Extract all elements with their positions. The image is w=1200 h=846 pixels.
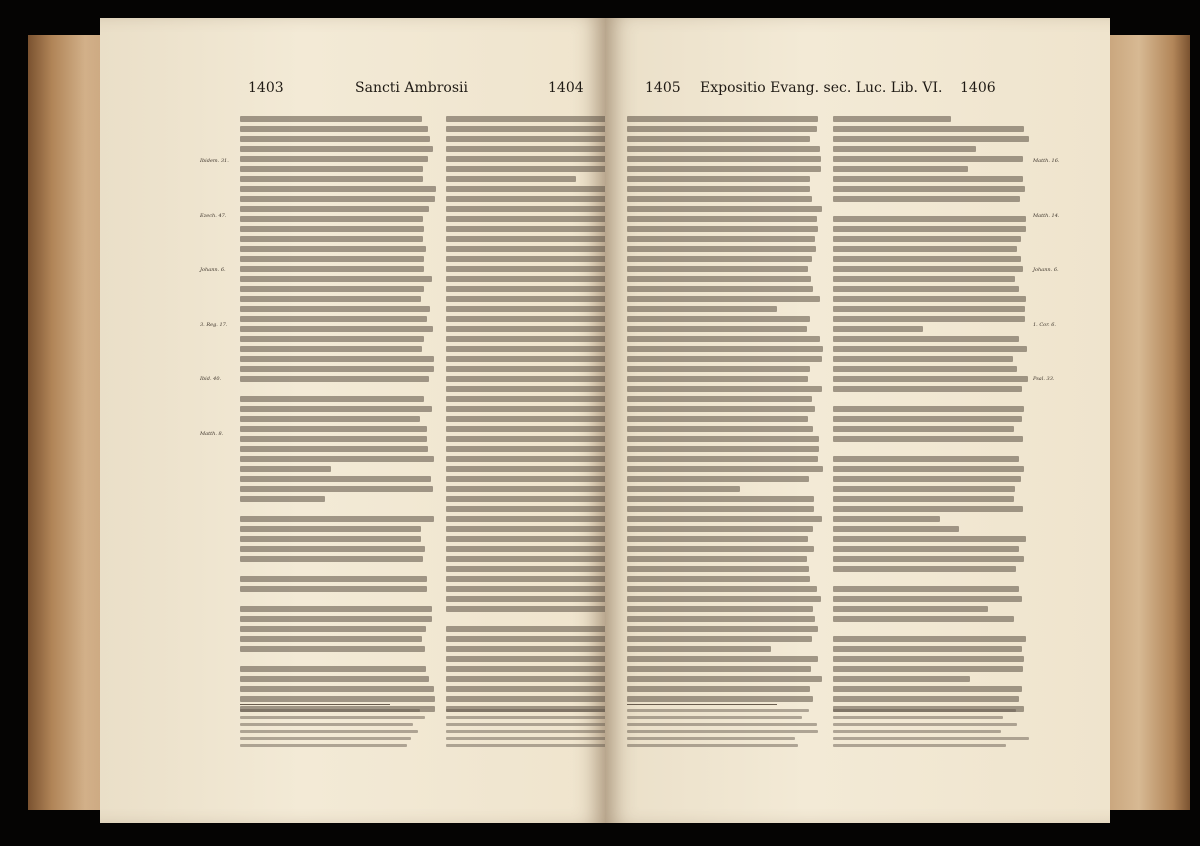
text-line: [627, 676, 822, 682]
text-line: [627, 166, 821, 172]
text-line: [627, 246, 816, 252]
footnote-line: [627, 737, 795, 740]
margin-note: Ibidem. 31.: [200, 158, 229, 164]
text-line: [446, 586, 605, 592]
text-line: [446, 526, 605, 532]
text-line: [627, 526, 813, 532]
text-line: [446, 606, 605, 612]
text-line: [627, 616, 815, 622]
text-line: [446, 146, 605, 152]
footnote-line: [627, 723, 817, 726]
margin-note: Matth. 16.: [1033, 158, 1060, 164]
text-line: [446, 466, 605, 472]
margin-note: Johann. 6.: [200, 267, 226, 273]
text-line: [446, 636, 605, 642]
text-line: [833, 586, 1019, 592]
text-line: [240, 466, 331, 472]
text-line: [446, 406, 605, 412]
text-line: [240, 156, 428, 162]
text-line: [240, 316, 427, 322]
text-line: [627, 216, 817, 222]
text-line: [627, 146, 820, 152]
text-line: [446, 336, 605, 342]
text-line: [627, 436, 819, 442]
text-line: [627, 226, 818, 232]
page-number: 1405: [645, 80, 681, 96]
text-line: [446, 366, 605, 372]
text-line: [627, 456, 818, 462]
text-line: [240, 416, 420, 422]
text-line: [446, 446, 605, 452]
text-line: [240, 346, 422, 352]
text-line: [627, 416, 808, 422]
text-line: [240, 216, 423, 222]
text-line: [446, 386, 605, 392]
text-line: [627, 306, 777, 312]
text-line: [627, 636, 812, 642]
footnotes: [605, 709, 1110, 745]
text-line: [833, 286, 1019, 292]
text-line: [446, 156, 605, 162]
text-line: [627, 566, 809, 572]
text-line: [446, 576, 605, 582]
text-line: [446, 116, 605, 122]
text-line: [833, 246, 1017, 252]
margin-note: 1. Cor. 6.: [1033, 321, 1056, 328]
footnote-line: [240, 709, 420, 712]
footnote-column: [446, 709, 605, 747]
text-line: [627, 126, 817, 132]
text-line: [833, 516, 940, 522]
text-line: [833, 406, 1024, 412]
left-page: [100, 18, 605, 823]
text-line: [446, 306, 605, 312]
text-line: [833, 336, 1019, 342]
footnote-line: [833, 737, 1029, 740]
text-line: [627, 626, 818, 632]
text-line: [240, 576, 427, 582]
footnote-line: [446, 709, 605, 712]
text-line: [833, 186, 1025, 192]
text-line: [240, 236, 423, 242]
text-line: [833, 536, 1026, 542]
text-line: [240, 206, 429, 212]
text-line: [627, 376, 808, 382]
footnote-line: [240, 716, 425, 719]
text-line: [833, 556, 1024, 562]
text-line: [627, 466, 823, 472]
text-line: [446, 276, 605, 282]
text-line: [833, 456, 1019, 462]
text-line: [833, 306, 1025, 312]
text-line: [446, 556, 605, 562]
text-line: [833, 296, 1026, 302]
text-line: [627, 586, 817, 592]
text-line: [240, 296, 421, 302]
text-line: [446, 496, 605, 502]
text-line: [833, 416, 1022, 422]
text-line: [627, 666, 811, 672]
text-line: [240, 476, 431, 482]
text-line: [627, 136, 810, 142]
text-line: [627, 156, 821, 162]
text-line: [446, 286, 605, 292]
footnote-line: [833, 730, 1001, 733]
margin-notes-left: [200, 158, 236, 485]
footnote-column: [627, 709, 823, 747]
footnote-line: [446, 744, 605, 747]
text-line: [446, 136, 605, 142]
text-line: [627, 546, 814, 552]
text-line: [240, 266, 424, 272]
text-line: [446, 236, 605, 242]
text-line: [446, 376, 605, 382]
text-line: [833, 176, 1023, 182]
footnote-line: [627, 716, 802, 719]
text-line: [240, 516, 434, 522]
text-line: [833, 356, 1013, 362]
text-line: [240, 456, 434, 462]
text-column-left: [627, 116, 823, 712]
footnote-line: [446, 723, 605, 726]
text-column-right: [833, 116, 1029, 712]
text-line: [627, 486, 740, 492]
text-line: [627, 446, 819, 452]
text-line: [833, 606, 988, 612]
text-line: [627, 536, 808, 542]
text-line: [240, 166, 423, 172]
page-number: 1403: [248, 80, 284, 96]
text-line: [627, 496, 814, 502]
text-line: [833, 696, 1019, 702]
text-line: [833, 666, 1023, 672]
text-line: [627, 476, 809, 482]
left-page-header: [100, 80, 605, 104]
right-page-block-edge: [1105, 35, 1190, 810]
text-line: [240, 326, 433, 332]
text-line: [627, 406, 815, 412]
text-line: [833, 236, 1021, 242]
text-line: [240, 676, 429, 682]
text-line: [627, 596, 821, 602]
text-line: [446, 696, 605, 702]
text-line: [446, 436, 605, 442]
text-line: [833, 126, 1024, 132]
page-number: 1406: [960, 80, 996, 96]
text-line: [446, 416, 605, 422]
text-line: [446, 456, 605, 462]
footnotes: [100, 709, 605, 745]
text-line: [446, 536, 605, 542]
text-line: [833, 686, 1022, 692]
running-head: Sancti Ambrosii: [355, 80, 468, 96]
text-line: [240, 126, 428, 132]
text-line: [627, 196, 812, 202]
text-line: [240, 606, 432, 612]
text-line: [627, 516, 822, 522]
text-line: [240, 136, 430, 142]
text-line: [627, 316, 810, 322]
text-line: [446, 186, 605, 192]
text-line: [240, 366, 434, 372]
text-line: [627, 336, 820, 342]
text-line: [833, 526, 959, 532]
text-line: [833, 346, 1027, 352]
page-number: 1404: [548, 80, 584, 96]
text-line: [833, 476, 1021, 482]
text-line: [240, 616, 432, 622]
text-line: [833, 486, 1015, 492]
text-line: [240, 686, 434, 692]
text-line: [833, 436, 1023, 442]
text-line: [627, 356, 822, 362]
text-line: [446, 296, 605, 302]
text-line: [833, 426, 1014, 432]
text-line: [240, 246, 426, 252]
text-line: [833, 366, 1017, 372]
text-line: [446, 676, 605, 682]
text-line: [446, 666, 605, 672]
text-line: [627, 116, 818, 122]
footnote-line: [833, 744, 1006, 747]
text-line: [240, 666, 426, 672]
text-line: [446, 486, 605, 492]
text-line: [240, 556, 423, 562]
footnote-line: [833, 716, 1003, 719]
text-line: [240, 436, 427, 442]
text-line: [627, 296, 820, 302]
text-line: [446, 396, 605, 402]
text-line: [833, 546, 1019, 552]
text-line: [240, 646, 425, 652]
text-line: [833, 316, 1025, 322]
text-line: [627, 366, 810, 372]
text-line: [627, 206, 822, 212]
footnote-line: [627, 730, 818, 733]
text-line: [240, 116, 422, 122]
text-line: [446, 686, 605, 692]
text-line: [240, 586, 427, 592]
text-line: [240, 186, 436, 192]
text-line: [833, 596, 1022, 602]
text-line: [446, 326, 605, 332]
text-column-right: [446, 116, 605, 712]
text-line: [627, 346, 823, 352]
footnote-line: [240, 730, 418, 733]
text-line: [240, 446, 428, 452]
text-line: [240, 146, 433, 152]
text-line: [446, 126, 605, 132]
text-line: [833, 196, 1020, 202]
text-line: [446, 596, 605, 602]
text-line: [446, 646, 605, 652]
text-line: [627, 396, 812, 402]
text-line: [627, 506, 814, 512]
text-line: [627, 656, 818, 662]
text-line: [240, 256, 424, 262]
footnote-line: [446, 716, 605, 719]
text-line: [240, 356, 434, 362]
text-line: [833, 326, 923, 332]
footnote-line: [240, 744, 407, 747]
text-line: [446, 506, 605, 512]
text-line: [240, 426, 427, 432]
margin-note: Johann. 6.: [1033, 267, 1059, 273]
text-line: [627, 576, 810, 582]
margin-note: Matth. 8.: [200, 430, 224, 437]
text-line: [446, 316, 605, 322]
text-line: [240, 546, 425, 552]
text-line: [446, 176, 576, 182]
right-page: [605, 18, 1110, 823]
text-line: [240, 486, 433, 492]
text-line: [833, 226, 1026, 232]
text-line: [446, 216, 605, 222]
footnote-column: [833, 709, 1029, 747]
footnote-column: [240, 709, 436, 747]
text-line: [833, 256, 1021, 262]
text-line: [240, 626, 426, 632]
text-line: [627, 646, 771, 652]
text-line: [833, 616, 1014, 622]
text-line: [446, 166, 605, 172]
text-line: [833, 676, 970, 682]
text-line: [627, 266, 808, 272]
open-book: [20, 10, 1190, 835]
text-line: [833, 386, 1022, 392]
text-line: [627, 326, 807, 332]
text-line: [833, 376, 1028, 382]
text-line: [240, 526, 421, 532]
text-line: [240, 496, 325, 502]
text-line: [627, 386, 822, 392]
text-line: [446, 346, 605, 352]
footnote-line: [446, 737, 605, 740]
text-line: [833, 276, 1015, 282]
margin-note: Ibid. 40.: [200, 376, 222, 382]
text-line: [240, 536, 421, 542]
text-line: [833, 636, 1026, 642]
text-line: [627, 696, 813, 702]
margin-note: Psal. 33.: [1033, 376, 1055, 382]
text-line: [446, 266, 605, 272]
text-line: [833, 646, 1022, 652]
text-line: [446, 566, 605, 572]
text-line: [446, 656, 605, 662]
text-line: [627, 286, 813, 292]
footnote-rule: [240, 704, 390, 705]
text-line: [627, 606, 813, 612]
right-page-header: [605, 80, 1110, 104]
text-line: [240, 696, 435, 702]
text-line: [833, 146, 976, 152]
text-line: [446, 206, 605, 212]
text-line: [240, 396, 424, 402]
text-line: [833, 496, 1014, 502]
text-line: [833, 216, 1026, 222]
text-line: [627, 256, 812, 262]
footnote-line: [833, 723, 1017, 726]
text-line: [833, 156, 1023, 162]
text-line: [627, 176, 810, 182]
text-line: [240, 226, 424, 232]
text-line: [446, 546, 605, 552]
text-line: [446, 426, 605, 432]
text-line: [446, 626, 605, 632]
text-line: [240, 636, 422, 642]
text-line: [833, 116, 951, 122]
footnote-line: [240, 737, 411, 740]
footnote-rule: [627, 704, 777, 705]
footnote-line: [240, 723, 413, 726]
text-line: [446, 246, 605, 252]
text-line: [833, 166, 968, 172]
text-line: [833, 266, 1023, 272]
margin-note: 3. Reg. 17.: [200, 321, 228, 328]
margin-note: Ezech. 47.: [200, 212, 227, 219]
text-line: [240, 196, 435, 202]
footnote-line: [627, 709, 809, 712]
text-line: [833, 566, 1016, 572]
margin-notes-right: [1033, 158, 1069, 431]
text-line: [627, 276, 811, 282]
running-head: Expositio Evang. sec. Luc. Lib. VI.: [700, 80, 943, 96]
text-line: [833, 506, 1023, 512]
margin-note: Matth. 14.: [1033, 212, 1060, 219]
text-line: [833, 466, 1024, 472]
text-line: [240, 286, 424, 292]
text-line: [446, 476, 605, 482]
text-line: [833, 136, 1029, 142]
text-line: [240, 176, 423, 182]
text-line: [240, 306, 430, 312]
text-line: [627, 426, 813, 432]
text-line: [833, 656, 1024, 662]
footnote-line: [446, 730, 605, 733]
text-line: [627, 236, 815, 242]
footnote-line: [833, 709, 1016, 712]
text-line: [446, 356, 605, 362]
text-line: [627, 186, 810, 192]
text-line: [240, 406, 432, 412]
text-line: [627, 686, 810, 692]
text-line: [240, 276, 432, 282]
text-line: [446, 196, 605, 202]
footnote-line: [627, 744, 798, 747]
text-line: [240, 376, 429, 382]
text-column-left: [240, 116, 436, 712]
text-line: [240, 336, 424, 342]
text-line: [446, 226, 605, 232]
text-line: [446, 516, 605, 522]
text-line: [446, 256, 605, 262]
text-line: [627, 556, 807, 562]
